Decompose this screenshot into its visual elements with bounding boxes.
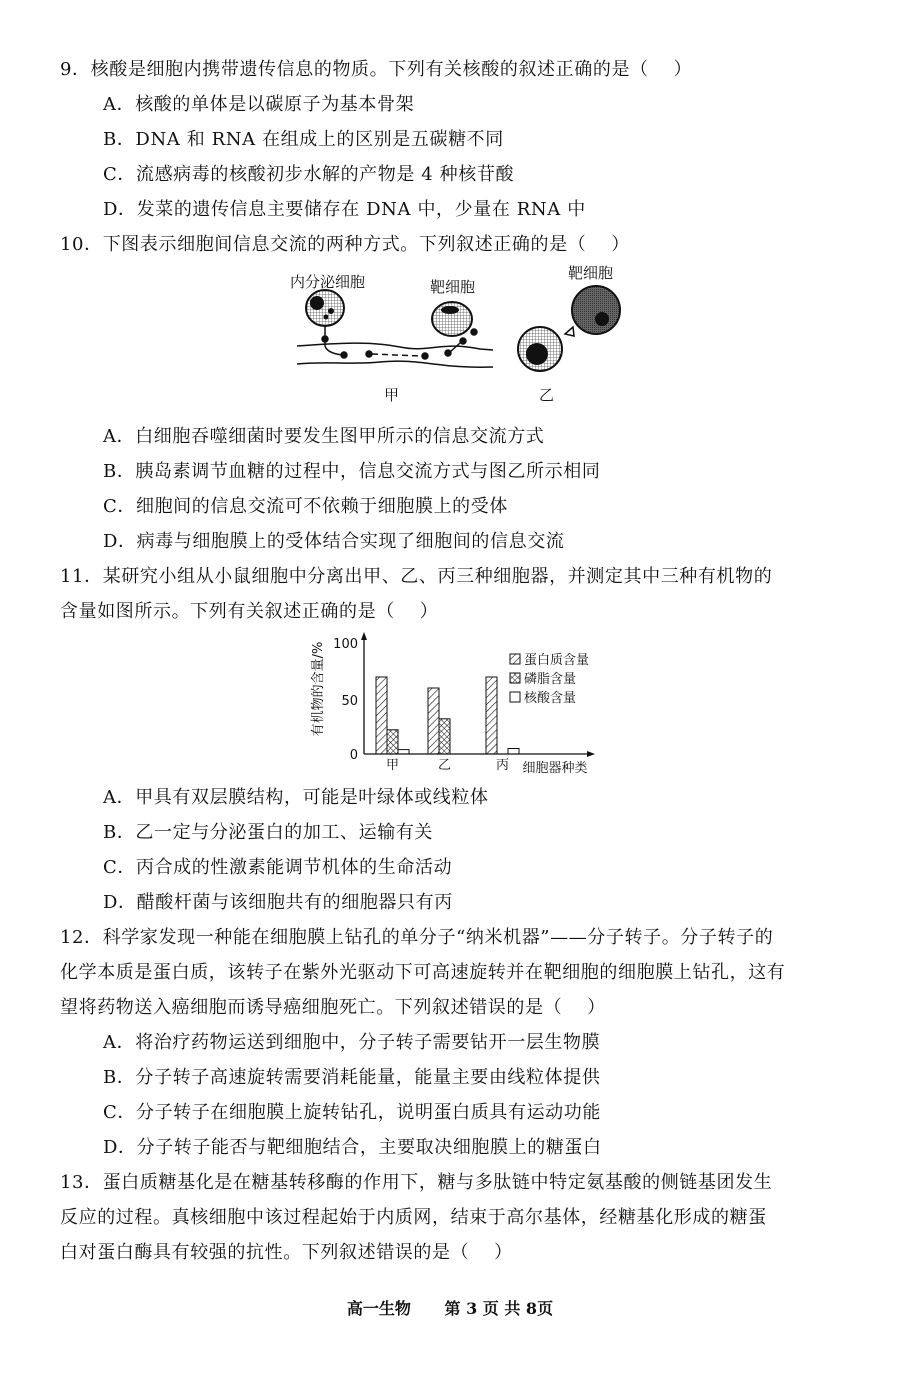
bar-1-0 bbox=[428, 688, 439, 754]
bar-1-1 bbox=[439, 719, 450, 754]
legend-swatch bbox=[510, 673, 520, 683]
question-10-option-b: B．胰岛素调节血糖的过程中，信息交流方式与图乙所示相同 bbox=[103, 461, 601, 482]
question-12-stem-line-1: 12．科学家发现一种能在细胞膜上钻孔的单分子“纳米机器”——分子转子。分子转子的 bbox=[60, 927, 774, 948]
x-tick-label: 甲 bbox=[386, 758, 400, 773]
question-11-option-d: D．醋酸杆菌与该细胞共有的细胞器只有丙 bbox=[103, 892, 453, 913]
cell-b-signal bbox=[518, 286, 620, 371]
legend bbox=[510, 653, 589, 706]
bar-2-2 bbox=[508, 749, 519, 755]
legend-swatch bbox=[510, 654, 520, 664]
question-11-option-b: B．乙一定与分泌蛋白的加工、运输有关 bbox=[103, 822, 434, 843]
question-10-option-c: C．细胞间的信息交流可不依赖于细胞膜上的受体 bbox=[103, 496, 508, 517]
question-12-stem-line-3: 望将药物送入癌细胞而诱导癌细胞死亡。下列叙述错误的是（ ） bbox=[60, 997, 606, 1018]
organelle-content-chart bbox=[300, 629, 620, 779]
legend-label: 磷脂含量 bbox=[524, 672, 577, 687]
footer-subject: 高一生物 bbox=[346, 1299, 411, 1318]
figure-label-jia: 甲 bbox=[384, 386, 400, 404]
organelle-chart-figure bbox=[0, 629, 900, 780]
endocrine-cell-label: 内分泌细胞 bbox=[290, 273, 366, 291]
target-cell-a-label: 靶细胞 bbox=[430, 278, 476, 296]
exam-page bbox=[0, 52, 900, 1270]
target-cell-b-label: 靶细胞 bbox=[568, 264, 614, 282]
question-12-option-a: A．将治疗药物运送到细胞中，分子转子需要钻开一层生物膜 bbox=[103, 1032, 601, 1053]
question-9-option-d: D．发菜的遗传信息主要储存在 DNA 中，少量在 RNA 中 bbox=[103, 199, 586, 220]
endocrine-cell bbox=[306, 290, 344, 326]
bar-0-1 bbox=[387, 730, 398, 754]
question-11-stem-line-2: 含量如图所示。下列有关叙述正确的是（ ） bbox=[60, 601, 439, 622]
x-tick-label: 丙 bbox=[496, 758, 510, 773]
bar-0-0 bbox=[376, 677, 387, 754]
question-11-stem-line-1: 11．某研究小组从小鼠细胞中分离出甲、乙、丙三种细胞器，并测定其中三种有机物的 bbox=[60, 566, 773, 587]
question-10-stem: 10．下图表示细胞间信息交流的两种方式。下列叙述正确的是（ ） bbox=[60, 234, 630, 255]
x-axis-arrow bbox=[587, 751, 595, 757]
y-tick-100: 100 bbox=[333, 637, 358, 652]
y-tick-50: 50 bbox=[341, 694, 358, 709]
legend-label: 核酸含量 bbox=[524, 691, 577, 706]
question-9-option-b: B．DNA 和 RNA 在组成上的区别是五碳糖不同 bbox=[103, 129, 504, 150]
question-11-option-a: A．甲具有双层膜结构，可能是叶绿体或线粒体 bbox=[103, 787, 489, 808]
cell-communication-figure bbox=[0, 262, 900, 419]
question-9-stem: 9．核酸是细胞内携带遗传信息的物质。下列有关核酸的叙述正确的是（ ） bbox=[60, 59, 693, 80]
question-11-option-c: C．丙合成的性激素能调节机体的生命活动 bbox=[103, 857, 453, 878]
bar-0-2 bbox=[398, 750, 409, 754]
y-tick-0: 0 bbox=[349, 748, 358, 763]
question-12-stem-line-2: 化学本质是蛋白质，该转子在紫外光驱动下可高速旋转并在靶细胞的细胞膜上钻孔，这有 bbox=[60, 962, 786, 983]
question-9-option-a: A．核酸的单体是以碳原子为基本骨架 bbox=[103, 94, 415, 115]
question-10-option-d: D．病毒与细胞膜上的受体结合实现了细胞间的信息交流 bbox=[103, 531, 565, 552]
footer-page-number: 第 3 页 共 8页 bbox=[444, 1299, 554, 1318]
question-13-stem-line-2: 反应的过程。真核细胞中该过程起始于内质网，结束于高尔基体，经糖基化形成的糖蛋 bbox=[60, 1207, 767, 1228]
bar-2-0 bbox=[486, 677, 497, 754]
y-axis-label: 有机物的含量/% bbox=[311, 641, 326, 737]
question-13-stem-line-3: 白对蛋白酶具有较强的抗性。下列叙述错误的是（ ） bbox=[60, 1242, 513, 1263]
legend-swatch bbox=[510, 692, 520, 702]
x-axis-label: 细胞器种类 bbox=[522, 761, 588, 776]
question-10-option-a: A．白细胞吞噬细菌时要发生图甲所示的信息交流方式 bbox=[103, 426, 545, 447]
legend-label: 蛋白质含量 bbox=[524, 653, 590, 668]
question-12-option-c: C．分子转子在细胞膜上旋转钻孔，说明蛋白质具有运动功能 bbox=[103, 1102, 601, 1123]
figure-label-yi: 乙 bbox=[539, 386, 555, 404]
page-footer bbox=[0, 1296, 900, 1319]
question-13-stem-line-1: 13．蛋白质糖基化是在糖基转移酶的作用下，糖与多肽链中特定氨基酸的侧链基团发生 bbox=[60, 1172, 773, 1193]
question-12-option-b: B．分子转子高速旋转需要消耗能量，能量主要由线粒体提供 bbox=[103, 1067, 601, 1088]
target-cell-a bbox=[432, 302, 472, 336]
bars bbox=[376, 677, 519, 754]
x-tick-label: 乙 bbox=[438, 758, 452, 773]
question-12-option-d: D．分子转子能否与靶细胞结合，主要取决细胞膜上的糖蛋白 bbox=[103, 1137, 602, 1158]
cell-communication-diagram bbox=[280, 261, 640, 411]
question-9-option-c: C．流感病毒的核酸初步水解的产物是 4 种核苷酸 bbox=[103, 164, 515, 185]
y-axis-arrow bbox=[361, 632, 367, 640]
